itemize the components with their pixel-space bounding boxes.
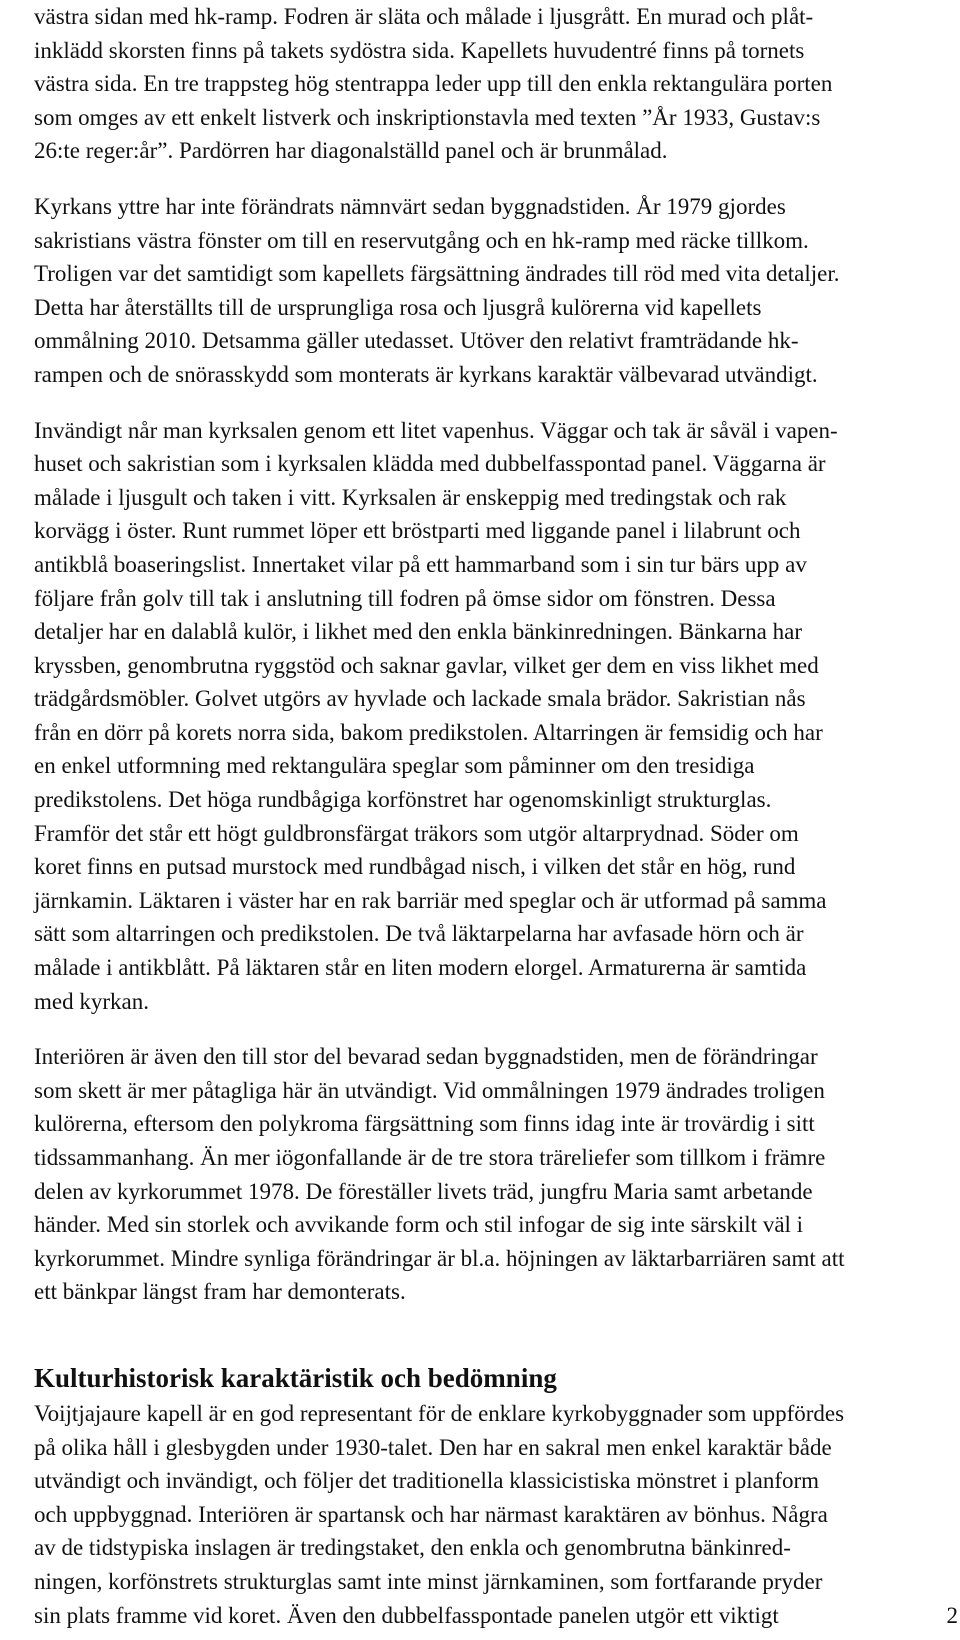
text-line: följare från golv till tak i anslutning till fodren på ömse sidor om fönstren. Dessa (34, 585, 776, 611)
text-line: korvägg i öster. Runt rummet löper ett bröstparti med liggande panel i lilabrunt och (34, 518, 801, 544)
text-line: delen av kyrkorummet 1978. De föreställer livets träd, jungfru Maria samt arbetande (34, 1178, 813, 1204)
text-line: 26:te reger:år”. Pardörren har diagonalställd panel och är brunmålad. (34, 138, 668, 164)
text-line: koret finns en putsad murstock med rundbågad nisch, i vilken det står en hög, rund (34, 854, 796, 880)
text-line: kryssben, genombrutna ryggstöd och saknar gavlar, vilket ger dem en viss likhet med (34, 652, 819, 678)
text-line: järnkamin. Läktaren i väster har en rak barriär med speglar och är utformad på samma (34, 887, 827, 913)
text-line: antikblå boaseringslist. Innertaket vilar på ett hammarband som i sin tur bärs upp av (34, 551, 807, 577)
text-line: som omges av ett enkelt listverk och inskriptionstavla med texten ”År 1933, Gustav:s (34, 104, 821, 130)
text-line: Kyrkans yttre har inte förändrats nämnvärt sedan byggnadstiden. År 1979 gjordes (34, 193, 786, 219)
text-line: Interiören är även den till stor del bevarad sedan byggnadstiden, men de förändringar (34, 1044, 818, 1070)
text-line: rampen och de snörasskydd som monterats är kyrkans karaktär välbevarad utvändigt. (34, 361, 818, 387)
text-line: en enkel utformning med rektangulära speglar som påminner om den tresidiga (34, 753, 755, 779)
document-body (34, 0, 914, 1632)
text-line: från en dörr på korets norra sida, bakom predikstolen. Altarringen är femsidig och har (34, 719, 823, 745)
text-line: målade i antikblått. På läktaren står en liten modern elorgel. Armaturerna är samtida (34, 955, 807, 981)
paragraph-spacer (34, 392, 914, 414)
text-line: Troligen var det samtidigt som kapellets färgsättning ändrades till röd med vita detaljer. (34, 261, 840, 287)
text-line: Framför det står ett högt guldbronsfärgat träkors som utgör altarprydnad. Söder om (34, 820, 799, 846)
page-number: 2 (946, 1603, 958, 1628)
text-line: av de tidstypiska inslagen är tredingstaket, den enkla och genombrutna bänkinred- (34, 1535, 791, 1561)
text-line: Detta har återställts till de ursprungliga rosa och ljusgrå kulörerna vid kapellets (34, 294, 762, 320)
text-line: ommålning 2010. Detsamma gäller utedasset. Utöver den relativt framträdande hk- (34, 328, 799, 354)
paragraph-spacer (34, 168, 914, 190)
text-line: Voijtjajaure kapell är en god representant för de enklare kyrkobyggnader som uppfördes (34, 1400, 845, 1426)
text-line: kyrkorummet. Mindre synliga förändringar är bl.a. höjningen av läktarbarriären samt att (34, 1245, 845, 1271)
text-line: trädgårdsmöbler. Golvet utgörs av hyvlade och lackade smala brädor. Sakristian nås (34, 686, 806, 712)
text-line: utvändigt och invändigt, och följer det traditionella klassicistiska mönstret i planform (34, 1468, 820, 1494)
text-line: västra sida. En tre trappsteg hög stentrappa leder upp till den enkla rektangulära porten (34, 71, 833, 97)
text-line: detaljer har en dalablå kulör, i likhet med den enkla bänkinredningen. Bänkarna har (34, 619, 803, 645)
text-line: predikstolens. Det höga rundbågiga korfönstret har ogenomskinligt strukturglas. (34, 787, 772, 813)
paragraph-exterior-changes (34, 190, 914, 392)
paragraph-interior (34, 414, 914, 1019)
text-line: ett bänkpar längst fram har demonterats. (34, 1279, 406, 1305)
text-line: målade i ljusgult och taken i vitt. Kyrksalen är enskeppig med tredingstak och rak (34, 484, 787, 510)
paragraph-exterior (34, 0, 914, 168)
paragraph-spacer (34, 1018, 914, 1040)
text-line: sätt som altarringen och predikstolen. De två läktarpelarna har avfasade hörn och är (34, 921, 804, 947)
text-line: med kyrkan. (34, 988, 149, 1014)
text-line: kulörerna, eftersom den polykroma färgsättning som finns idag inte är trovärdig i sitt (34, 1111, 815, 1137)
text-line: som skett är mer påtagliga här än utvändigt. Vid ommålningen 1979 ändrades troligen (34, 1077, 825, 1103)
section-spacer (34, 1309, 914, 1361)
text-line: sakristians västra fönster om till en reservutgång och en hk-ramp med räcke tillkom. (34, 227, 809, 253)
paragraph-interior-changes (34, 1040, 914, 1309)
section-heading: Kulturhistorisk karaktäristik och bedömning (34, 1362, 557, 1393)
text-line: Invändigt når man kyrksalen genom ett litet vapenhus. Väggar och tak är såväl i vapen- (34, 417, 838, 443)
text-line: huset och sakristian som i kyrksalen klädda med dubbelfasspontad panel. Väggarna är (34, 451, 826, 477)
text-line: sin plats framme vid koret. Även den dubbelfasspontade panelen utgör ett viktigt (34, 1602, 779, 1628)
text-line: västra sidan med hk-ramp. Fodren är släta och målade i ljusgrått. En murad och plåt- (34, 4, 814, 29)
text-line: ningen, korfönstrets strukturglas samt inte minst järnkaminen, som fortfarande pryder (34, 1568, 823, 1594)
text-line: tidssammanhang. Än mer iögonfallande är de tre stora träreliefer som tillkom i främre (34, 1145, 826, 1170)
text-line: och uppbyggnad. Interiören är spartansk och har närmast karaktären av bönhus. Några (34, 1501, 828, 1527)
text-line: inklädd skorsten finns på takets sydöstra sida. Kapellets huvudentré finns på tornets (34, 37, 805, 63)
section-assessment (34, 1361, 914, 1632)
text-line: på olika håll i glesbygden under 1930-talet. Den har en sakral men enkel karaktär både (34, 1434, 832, 1460)
text-line: händer. Med sin storlek och avvikande form och stil infogar de sig inte särskilt väl i (34, 1212, 804, 1238)
